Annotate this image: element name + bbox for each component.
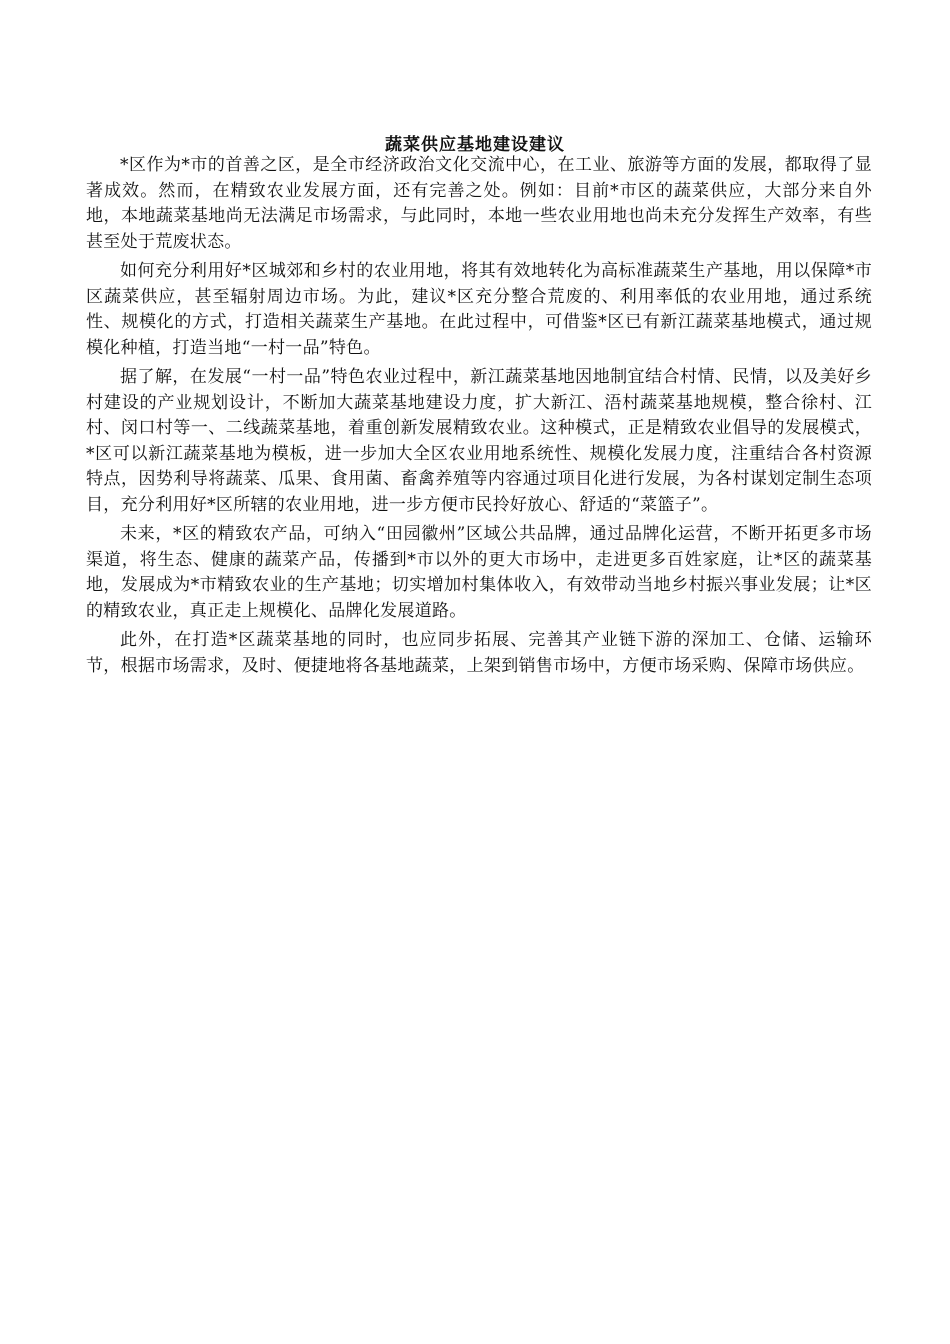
document-body: [86, 153, 872, 683]
document-title: 蔬菜供应基地建设建议: [385, 135, 565, 155]
paragraph-4: 未来，*区的精致农产品，可纳入“田园徽州”区域公共品牌，通过品牌化运营，不断开拓更多市场渠道，将生态、健康的蔬菜产品，传播到*市以外的更大市场中，走进更多百姓家庭，让*区的蔬菜基地，发展成为*市精致农业的生产基地；切实增加村集体收入，有效带动当地乡村振兴事业发展；让*区的精致农业，真正走上规模化、品牌化发展道路。: [86, 524, 872, 621]
paragraph-3: 据了解，在发展“一村一品”特色农业过程中，新江蔬菜基地因地制宜结合村情、民情，以及美好乡村建设的产业规划设计，不断加大蔬菜基地建设力度，扩大新江、浯村蔬菜基地规模，整合徐村、江村、闵口村等一、二线蔬菜基地，着重创新发展精致农业。这种模式，正是精致农业倡导的发展模式，*区可以新江蔬菜基地为模板，进一步加大全区农业用地系统性、规模化发展力度，注重结合各村资源特点，因势利导将蔬菜、瓜果、食用菌、畜禽养殖等内容通过项目化进行发展，为各村谋划定制生态项目，充分利用好*区所辖的农业用地，进一步方便市民拎好放心、舒适的“菜篮子”。: [86, 367, 872, 515]
paragraph-5: 此外，在打造*区蔬菜基地的同时，也应同步拓展、完善其产业链下游的深加工、仓储、运输环节，根据市场需求，及时、便捷地将各基地蔬菜，上架到销售市场中，方便市场采购、保障市场供应。: [86, 630, 872, 676]
paragraph-1: *区作为*市的首善之区，是全市经济政治文化交流中心，在工业、旅游等方面的发展，都取得了显著成效。然而，在精致农业发展方面，还有完善之处。例如：目前*市区的蔬菜供应，大部分来自外地，本地蔬菜基地尚无法满足市场需求，与此同时，本地一些农业用地也尚未充分发挥生产效率，有些甚至处于荒废状态。: [86, 155, 872, 252]
paragraph-2: 如何充分利用好*区城郊和乡村的农业用地，将其有效地转化为高标准蔬菜生产基地，用以保障*市区蔬菜供应，甚至辐射周边市场。为此，建议*区充分整合荒废的、利用率低的农业用地，通过系统性、规模化的方式，打造相关蔬菜生产基地。在此过程中，可借鉴*区已有新江蔬菜基地模式，通过规模化种植，打造当地“一村一品”特色。: [86, 261, 872, 358]
